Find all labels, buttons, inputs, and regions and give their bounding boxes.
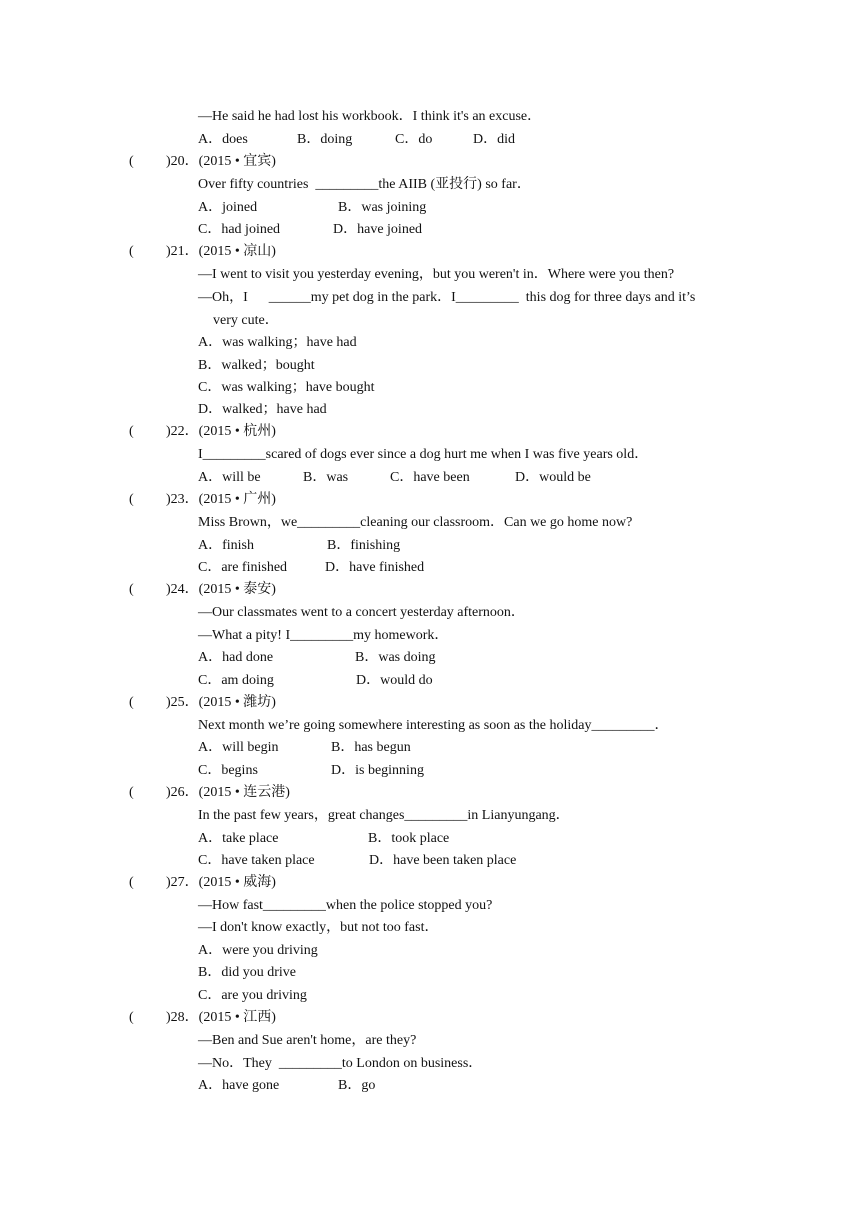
q21-header: )21．(2015 • 凉山) [166, 244, 276, 259]
q28-answer-bracket: ( [129, 1010, 134, 1025]
q25-stem: Next month we’re going somewhere interesting as soon as the holiday_________． [198, 718, 669, 733]
q26-option-a: A．take place [198, 831, 279, 846]
q19-option-c: C．do [395, 132, 433, 147]
q24-dialogue-line-1: —Our classmates went to a concert yesterday afternoon． [198, 605, 525, 620]
q28-header: )28．(2015 • 江西) [166, 1010, 276, 1025]
q27-dialogue-line-1: —How fast_________when the police stopped you? [198, 898, 493, 913]
q21-answer-bracket: ( [129, 244, 134, 259]
q25-option-a: A．will begin [198, 740, 279, 755]
q23-option-a: A．finish [198, 538, 254, 553]
q20-answer-bracket: ( [129, 154, 134, 169]
q25-option-d: D．is beginning [331, 763, 424, 778]
q22-option-b: B．was [303, 470, 349, 485]
q19-dialogue-line: —He said he had lost his workbook．I think it's an excuse． [198, 109, 542, 124]
q26-option-b: B．took place [368, 831, 450, 846]
q21-dialogue-line-2: —Oh，I ______my pet dog in the park．I_________ this dog for three days and it’s [198, 290, 696, 305]
q26-header: )26．(2015 • 连云港) [166, 785, 290, 800]
q26-stem: In the past few years，great changes_________in Lianyungang． [198, 808, 570, 823]
q20-option-c: C．had joined [198, 222, 281, 237]
q22-stem: I_________scared of dogs ever since a dog hurt me when I was five years old． [198, 447, 649, 462]
q26-option-d: D．have been taken place [369, 853, 517, 868]
q24-option-b: B．was doing [355, 650, 436, 665]
q20-option-d: D．have joined [333, 222, 423, 237]
q26-option-c: C．have taken place [198, 853, 315, 868]
q24-answer-bracket: ( [129, 582, 134, 597]
q21-option-c: C．was walking；have bought [198, 380, 375, 395]
q23-option-c: C．are finished [198, 560, 288, 575]
q21-dialogue-line-1: —I went to visit you yesterday evening，but you weren't in．Where were you then? [198, 267, 675, 282]
q20-option-b: B．was joining [338, 200, 427, 215]
q22-option-a: A．will be [198, 470, 261, 485]
q28-dialogue-line-1: —Ben and Sue aren't home，are they? [198, 1033, 417, 1048]
q23-answer-bracket: ( [129, 492, 134, 507]
q21-option-d: D．walked；have had [198, 402, 327, 417]
q28-option-a: A．have gone [198, 1078, 280, 1093]
q27-header: )27．(2015 • 威海) [166, 875, 276, 890]
q21-dialogue-line-3: very cute． [213, 313, 279, 328]
q25-header: )25．(2015 • 潍坊) [166, 695, 276, 710]
q25-option-c: C．begins [198, 763, 258, 778]
q22-option-c: C．have been [390, 470, 470, 485]
q24-header: )24．(2015 • 泰安) [166, 582, 276, 597]
q24-dialogue-line-2: —What a pity! I_________my homework． [198, 628, 449, 643]
q24-option-c: C．am doing [198, 673, 274, 688]
q28-dialogue-line-2: —No．They _________to London on business． [198, 1056, 483, 1071]
q22-answer-bracket: ( [129, 424, 134, 439]
q27-answer-bracket: ( [129, 875, 134, 890]
q24-option-a: A．had done [198, 650, 274, 665]
q23-header: )23．(2015 • 广州) [166, 492, 276, 507]
q23-option-d: D．have finished [325, 560, 425, 575]
q20-option-a: A．joined [198, 200, 258, 215]
q21-option-b: B．walked；bought [198, 358, 315, 373]
q27-option-c: C．are you driving [198, 988, 307, 1003]
q19-option-b: B．doing [297, 132, 353, 147]
q25-answer-bracket: ( [129, 695, 134, 710]
q27-dialogue-line-2: —I don't know exactly，but not too fast． [198, 920, 439, 935]
q27-option-b: B．did you drive [198, 965, 296, 980]
q22-option-d: D．would be [515, 470, 591, 485]
q26-answer-bracket: ( [129, 785, 134, 800]
q21-option-a: A．was walking；have had [198, 335, 357, 350]
q19-option-a: A．does [198, 132, 248, 147]
q25-option-b: B．has begun [331, 740, 411, 755]
q23-option-b: B．finishing [327, 538, 401, 553]
q24-option-d: D．would do [356, 673, 433, 688]
q27-option-a: A．were you driving [198, 943, 318, 958]
q20-stem: Over fifty countries _________the AIIB (亚投行) so far． [198, 177, 531, 192]
q22-header: )22．(2015 • 杭州) [166, 424, 276, 439]
q28-option-b: B．go [338, 1078, 376, 1093]
q19-option-d: D．did [473, 132, 515, 147]
q20-header: )20．(2015 • 宜宾) [166, 154, 276, 169]
q23-stem: Miss Brown，we_________cleaning our classroom．Can we go home now? [198, 515, 633, 530]
